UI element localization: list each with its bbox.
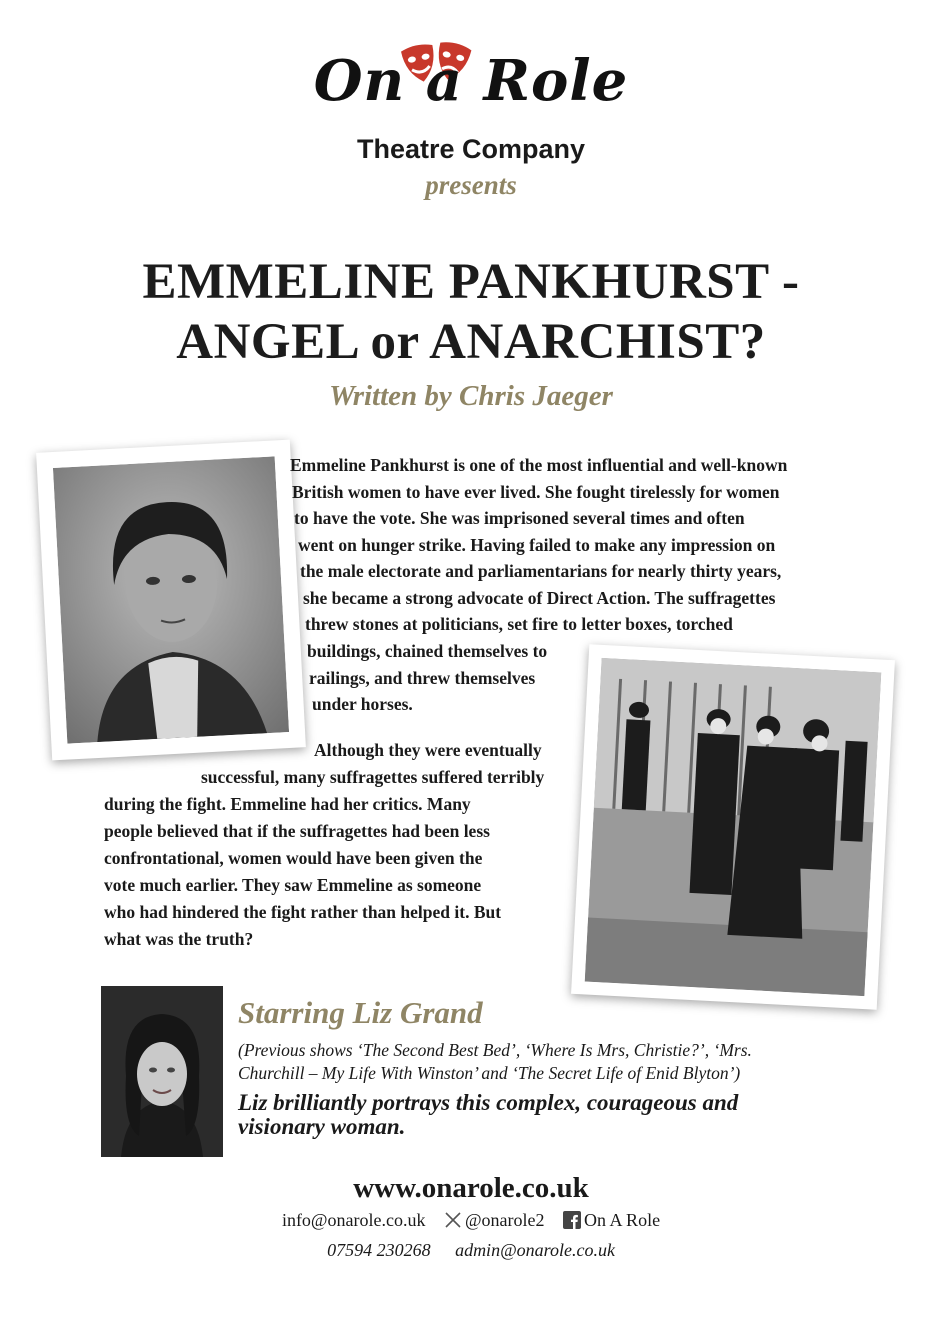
show-title-line2: ANGEL or ANARCHIST?	[176, 314, 766, 370]
description-line: under horses.	[312, 694, 413, 714]
arrest-photo	[571, 644, 895, 1010]
x-account[interactable]	[444, 1210, 545, 1231]
show-title-line1: EMMELINE PANKHURST -	[142, 254, 800, 310]
description-line: she became a strong advocate of Direct Action. The suffragettes	[303, 588, 776, 608]
description-line: railings, and threw themselves	[309, 668, 536, 688]
website-link[interactable]: www.onarole.co.uk	[353, 1172, 589, 1204]
description-line: British women to have ever lived. She fought tirelessly for women	[292, 482, 780, 502]
description-line: buildings, chained themselves to	[307, 641, 548, 661]
show-title	[0, 252, 942, 372]
description-line: who had hindered the fight rather than helped it. But	[104, 902, 502, 922]
presents-label: presents	[425, 170, 517, 200]
contact-row	[0, 1240, 942, 1261]
portrait-photo	[36, 440, 306, 761]
description-line: people believed that if the suffragettes had been less	[104, 821, 490, 841]
author-credit: Written by Chris Jaeger	[329, 380, 613, 412]
description-line: to have the vote. She was imprisoned several times and often	[294, 508, 745, 528]
description-line: during the fight. Emmeline had her critics. Many	[104, 794, 471, 814]
x-handle: @onarole2	[464, 1210, 545, 1231]
description-line: Emmeline Pankhurst is one of the most influential and well-known	[290, 455, 788, 475]
x-logo-icon	[444, 1211, 462, 1229]
logo-wordmark: On a Role	[313, 48, 629, 114]
previous-shows-line: Churchill – My Life With Winston’ and ‘The Secret Life of Enid Blyton’)	[238, 1063, 741, 1083]
facebook-name: On A Role	[584, 1210, 661, 1231]
facebook-account[interactable]	[563, 1210, 660, 1231]
description-line: successful, many suffragettes suffered terribly	[201, 767, 545, 787]
description-line: threw stones at politicians, set fire to letter boxes, torched	[305, 614, 733, 634]
actor-photo	[101, 986, 223, 1157]
description-line: the male electorate and parliamentarians for nearly thirty years,	[300, 561, 782, 581]
praise-line: visionary woman.	[238, 1114, 406, 1139]
admin-email-link[interactable]: admin@onarole.co.uk	[455, 1240, 615, 1260]
description-line: Although they were eventually	[314, 740, 542, 760]
phone-number[interactable]: 07594 230268	[327, 1240, 431, 1260]
info-email-link[interactable]: info@onarole.co.uk	[281, 1210, 426, 1231]
contact-row	[0, 1209, 942, 1231]
starring-heading: Starring Liz Grand	[238, 995, 483, 1030]
description-line: what was the truth?	[104, 929, 254, 949]
previous-shows-line: (Previous shows ‘The Second Best Bed’, ‘Where Is Mrs, Christie?’, ‘Mrs.	[238, 1040, 752, 1060]
praise-line: Liz brilliantly portrays this complex, courageous and	[238, 1090, 739, 1115]
facebook-icon	[563, 1211, 581, 1229]
company-name: Theatre Company	[356, 134, 586, 164]
description-line: confrontational, women would have been given the	[104, 848, 483, 868]
description-line: went on hunger strike. Having failed to make any impression on	[298, 535, 776, 555]
description-line: vote much earlier. They saw Emmeline as someone	[104, 875, 482, 895]
